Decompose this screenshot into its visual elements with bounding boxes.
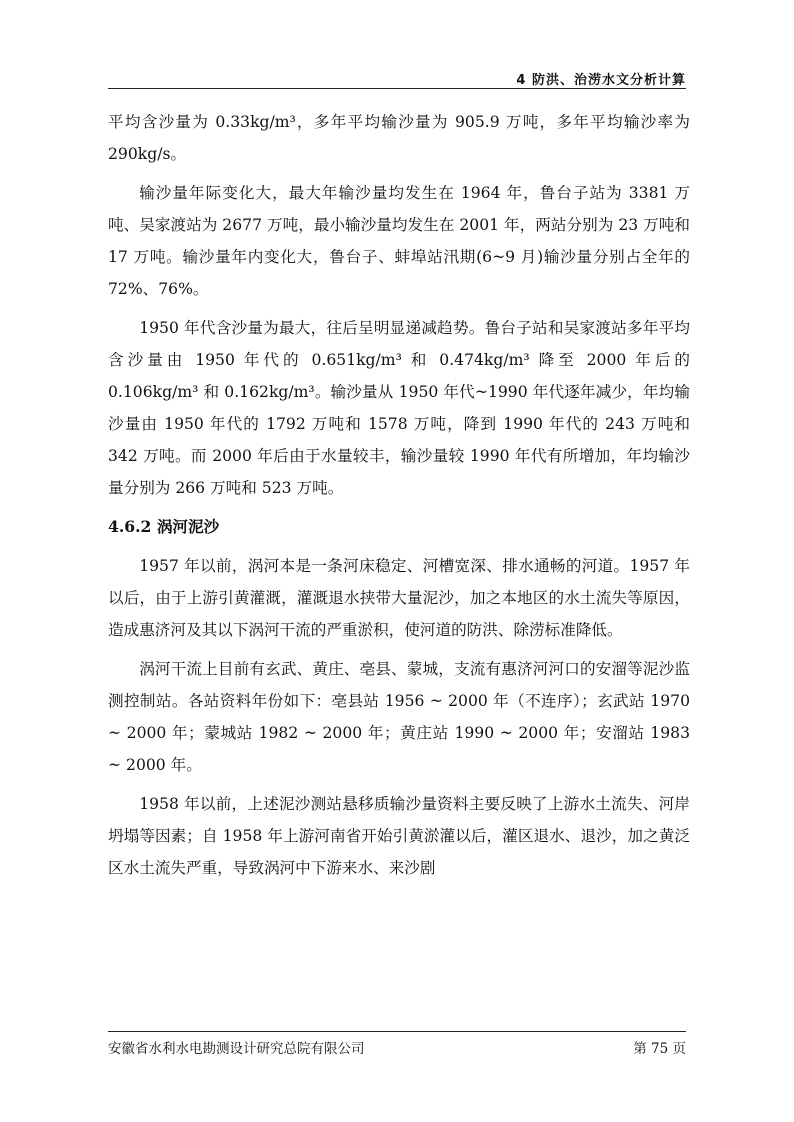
page-footer	[108, 1031, 686, 1058]
document-body	[108, 106, 690, 891]
paragraph-5: 涡河干流上目前有玄武、黄庄、亳县、蒙城，支流有惠济河河口的安溜等泥沙监测控制站。各站资料年份如下：亳县站 1956 ~ 2000 年（不连序）；玄武站 1970 ~ 2000 年；蒙城站 1982 ~ 2000 年；黄庄站 1990 ~ 2000 年；安溜站 1983 ~ 2000 年。	[108, 660, 690, 774]
page-header	[108, 66, 686, 89]
chapter-title: 4 防洪、治涝水文分析计算	[516, 73, 686, 88]
paragraph-1: 平均含沙量为 0.33kg/m³，多年平均输沙量为 905.9 万吨，多年平均输沙率为 290kg/s。	[108, 113, 690, 163]
page-number: 第 75 页	[633, 1041, 686, 1057]
paragraph-4: 1957 年以前，涡河本是一条河床稳定、河槽宽深、排水通畅的河道。1957 年以后，由于上游引黄灌溉，灌溉退水挟带大量泥沙，加之本地区的水土流失等原因，造成惠济河及其以下涡河干流的严重淤积，使河道的防洪、除涝标准降低。	[108, 557, 690, 639]
paragraph-2: 输沙量年际变化大，最大年输沙量均发生在 1964 年，鲁台子站为 3381 万吨、吴家渡站为 2677 万吨，最小输沙量均发生在 2001 年，两站分别为 23 万吨和 17 万吨。输沙量年内变化大，鲁台子、蚌埠站汛期(6~9 月)输沙量分别占全年的 72%、76%。	[108, 184, 690, 298]
footer-organization: 安徽省水利水电勘测设计研究总院有限公司	[108, 1041, 365, 1057]
paragraph-3: 1950 年代含沙量为最大，往后呈明显递减趋势。鲁台子站和吴家渡站多年平均含沙量由 1950 年代的 0.651kg/m³ 和 0.474kg/m³ 降至 2000 年后的 0.106kg/m³ 和 0.162kg/m³。输沙量从 1950 年代~1990 年代逐年减少，年均输沙量由 1950 年代的 1792 万吨和 1578 万吨，降到 1990 年代的 243 万吨和 342 万吨。而 2000 年后由于水量较丰，输沙量较 1990 年代有所增加，年均输沙量分别为 266 万吨和 523 万吨。	[108, 319, 690, 497]
section-heading: 4.6.2 涡河泥沙	[108, 517, 220, 536]
paragraph-6: 1958 年以前，上述泥沙测站悬移质输沙量资料主要反映了上游水土流失、河岸坍塌等因素；自 1958 年上游河南省开始引黄淤灌以后，灌区退水、退沙，加之黄泛区水土流失严重，导致涡河中下游来水、来沙剧	[108, 795, 690, 877]
